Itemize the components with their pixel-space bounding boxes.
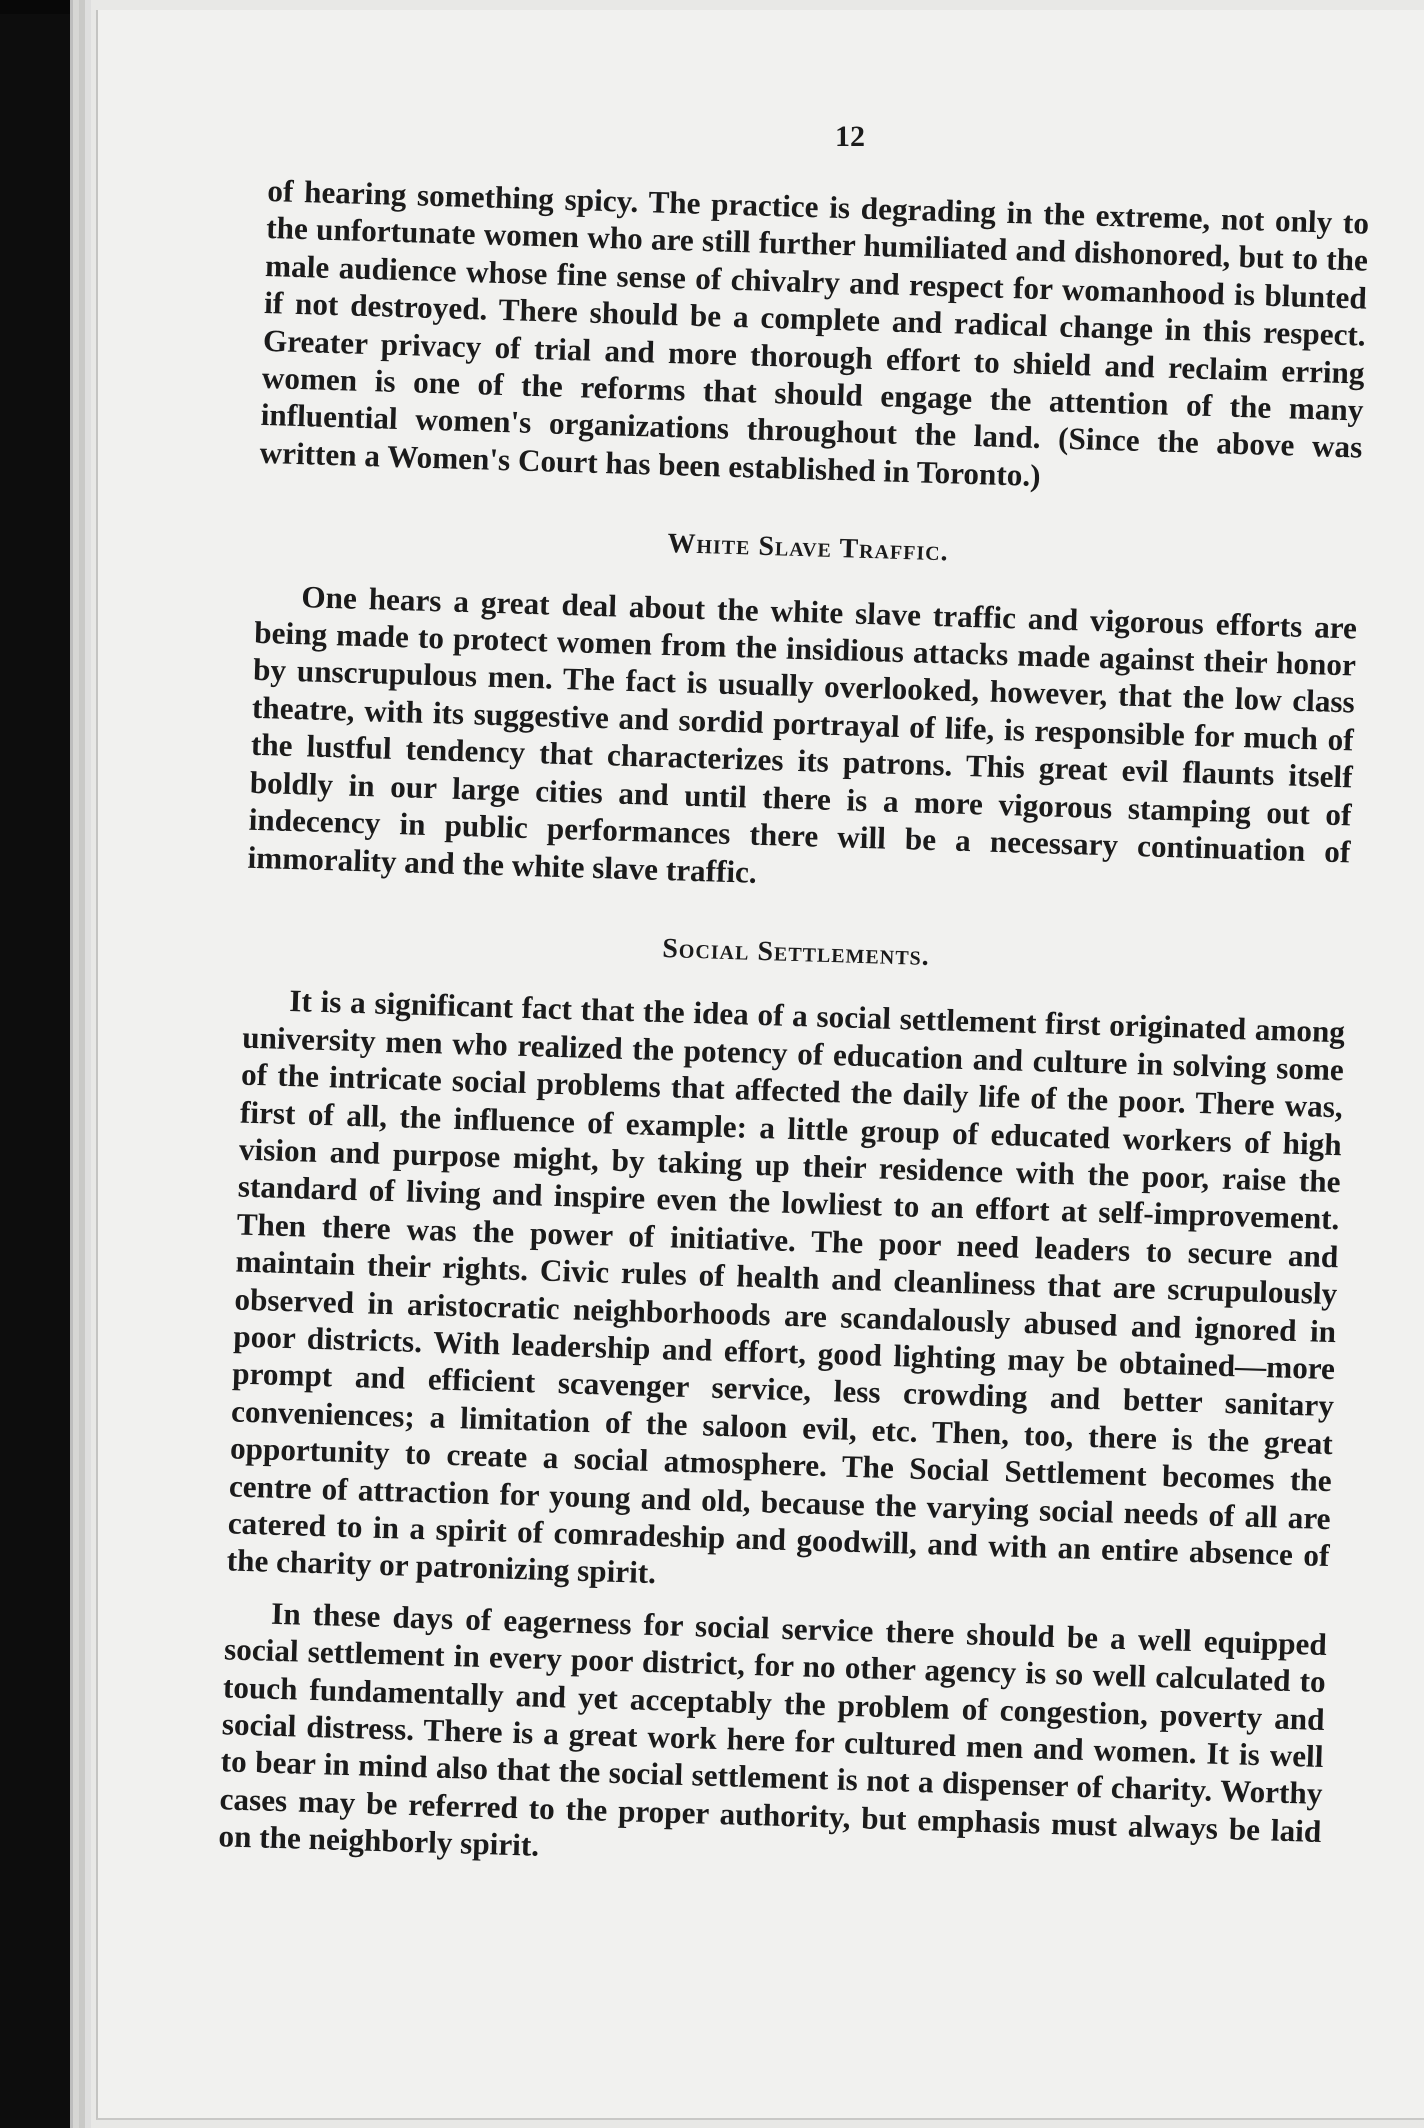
paragraph-intro: of hearing something spicy. The practice is degrading in the extreme, not only to the unfortunate women who are still further humiliated and dishonored, but to the male audience whose fine sense of chivalry and respect for womanhood is blunted if not destroyed. There should be a complete and radical change in this respect. Greater privacy of trial and more thorough effort to shield and reclaim erring women is one of the reforms that should engage the attention of the many influential women's organizations throughout the land. (Since the above was written a Women's Court has been established in Toronto.) [259, 172, 1370, 493]
paragraph-social-settlements-1: It is a significant fact that the idea of a social settlement first originated among university men who realized the potency of education and culture in solving some of the intricate social problems that affected the daily life of the poor. There was, first of all, the influence of example: a little group of educated workers of high vision and purpose might, by taking up their residence with the poor, raise the standard of living and inspire even the lowliest to an effort at self-improvement. Then there was the power of initiative. The poor need leaders to secure and maintain their rights. Civic rules of health and cleanliness that are scrupulously observed in aristocratic neighborhoods are scandalously abused and ignored in poor districts. With leadership and effort, good lighting may be obtained—more prompt and efficient scavenger service, less crowding and better sanitary conveniences; a limitation of the saloon evil, etc. Then, too, there is the great opportunity to create a social atmosphere. The Social Settlement becomes the centre of attraction for young and old, because the varying social needs of all are catered to in a spirit of comradeship and goodwill, and with an entire absence of the charity or patronizing spirit. [226, 983, 1346, 1591]
page-body [218, 172, 1369, 1888]
paragraph-social-settlements-2: In these days of eagerness for social service there should be a well equipped social settlement in every poor district, for no other agency is so well calculated to touch fundamentally and yet acceptably the problem of congestion, poverty and social distress. There is a great work here for cultured men and women. It is well to bear in mind also that the social settlement is not a dispenser of charity. Worthy cases may be referred to the proper authority, but emphasis must always be laid on the neighborly spirit. [218, 1595, 1328, 1864]
page-number: 12 [835, 120, 865, 153]
heading-white-slave-traffic: White Slave Traffic. [667, 528, 950, 568]
paragraph-white-slave-traffic: One hears a great deal about the white slave traffic and vigorous efforts are being made to protect women from the insidious attacks made against their honor by unscrupulous men. The fact is usually overlooked, however, that the low class theatre, with its suggestive and sordid portrayal of life, is responsible for much of the lustful tendency that characterizes its patrons. This great evil flaunts itself boldly in our large cities and until there is a more vigorous stamping out of indecency in public performances there will be a necessary continuation of immorality and the white slave traffic. [247, 578, 1358, 890]
heading-social-settlements: Social Settlements. [661, 932, 931, 972]
